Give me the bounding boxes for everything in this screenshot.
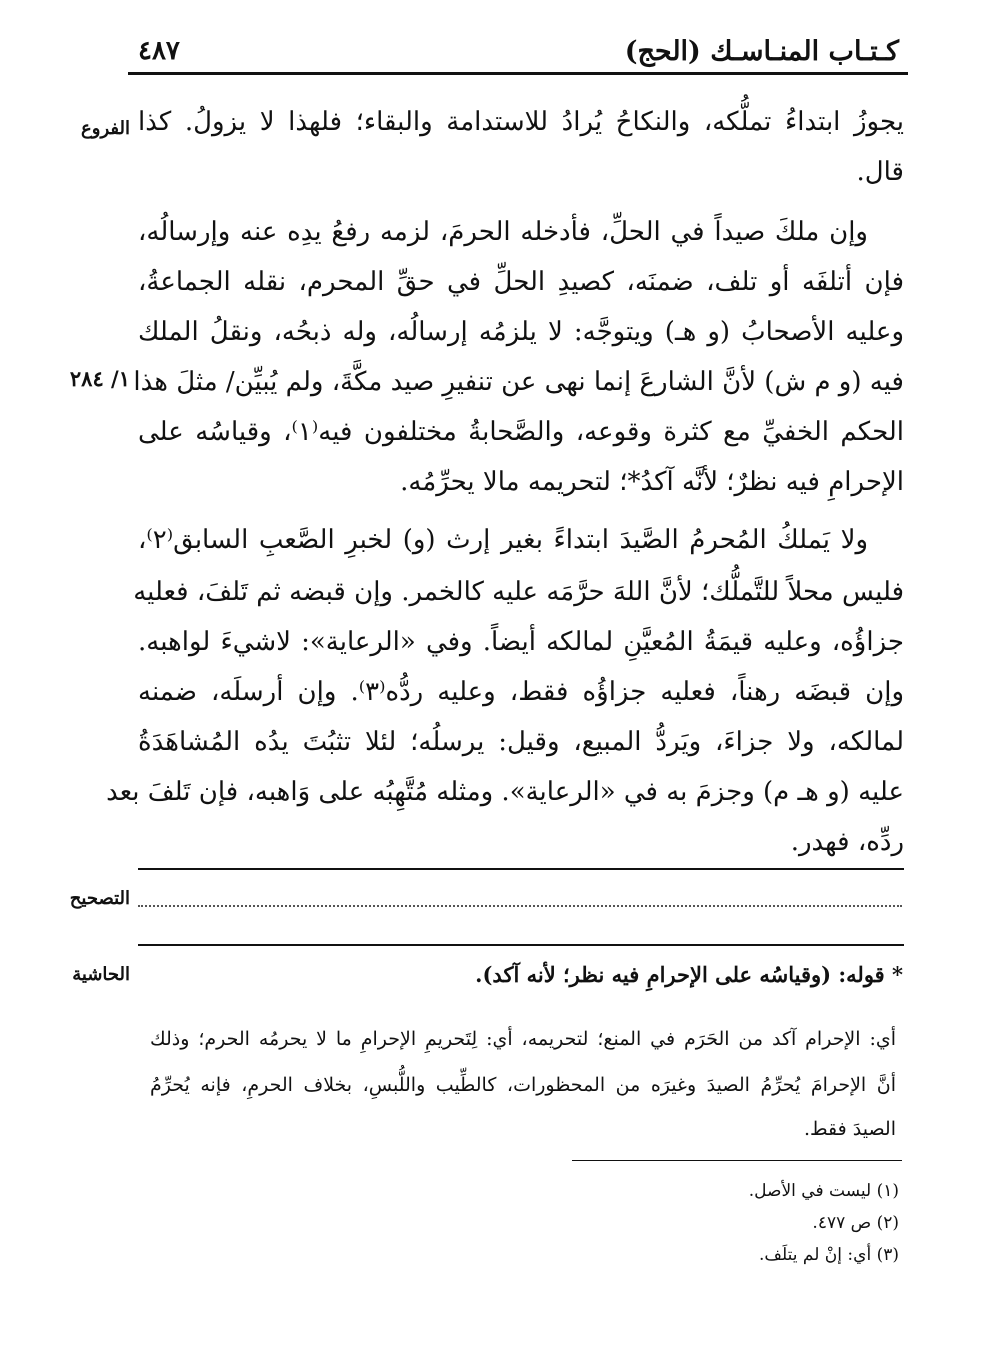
main-text-line: عليه (و هـ م) وجزمَ به في «الرعاية». ومثله مُتَّهِبُه على وَاهبه، فإن تَلفَ بعد xyxy=(106,777,904,807)
main-text-line: فليس محلاً للتَّملُّك؛ لأنَّ اللهَ حرَّمَه عليه كالخمر. وإن قبضه ثم تَلفَ، فعليه xyxy=(133,577,904,607)
running-header-title: كـتـاب المنـاسـك (الحج) xyxy=(624,36,899,67)
main-text-line: فإن أتلفَه أو تلف، ضمنَه، كصيدِ الحلِّ في حقِّ المحرم، نقله الجماعةُ، xyxy=(138,267,904,297)
main-text-line: فيه (و م ش) لأنَّ الشارعَ إنما نهى عن تنفيرِ صيد مكَّةَ، ولم يُبيِّن/ مثلَ هذا xyxy=(133,367,904,397)
main-text-line: يجوزُ ابتداءُ تملُّكه، والنكاحُ يُرادُ للاستدامة والبقاء؛ فلهذا لا يزولُ. كذا xyxy=(138,107,904,137)
hashiya-line: الصيدَ فقط. xyxy=(803,1118,896,1140)
main-text-line: جزاؤُه، وعليه قيمَةُ المُعيَّنِ لمالكه أيضاً. وفي «الرعاية»: لاشيءَ لواهبه. xyxy=(138,627,904,657)
footnote: (٢) ص ٤٧٧. xyxy=(812,1213,899,1233)
hashiya-line: أي: الإحرام آكد من الحَرَم في المنع؛ لتحريمه، أي: لِتَحريمِ الإحرامِ ما لا يحرمُه الحرم؛ وذلك xyxy=(150,1028,896,1050)
main-text-line: ردِّه، فهدر. xyxy=(790,827,904,857)
main-text-line: الإحرامِ فيه نظرٌ؛ لأنَّه آكدُ*؛ لتحريمه مالا يحرِّمُه. xyxy=(400,467,904,497)
footnote-separator xyxy=(572,1160,902,1161)
main-text-line: لمالكه، ولا جزاءَ، ويَردُّ المبيع، وقيل: يرسلُه؛ لئلا تثبُتَ يدُه المُشاهَدَةُ xyxy=(138,727,904,757)
margin-label-tashih: التصحيح xyxy=(69,888,130,909)
main-text-line: وعليه الأصحابُ (و هـ) ويتوجَّه: لا يلزمُه إرسالُه، وله ذبحُه، ونقلُ الملك xyxy=(138,317,904,347)
main-text-line: وإن قبضَه رهناً، فعليه جزاؤُه فقط، وعليه ردُّه⁽٣⁾. وإن أرسلَه، ضمنه xyxy=(138,677,904,707)
margin-volume-reference: ١/ ٢٨٤ xyxy=(69,366,130,391)
margin-label-furu: الفروع xyxy=(81,118,130,139)
correction-area-rule xyxy=(138,944,904,946)
margin-label-hashiya: الحاشية xyxy=(72,964,130,985)
main-text-line: الحكم الخفيِّ مع كثرة وقوعه، والصَّحابةُ مختلفون فيه⁽١⁾، وقياسُه على xyxy=(138,417,904,447)
main-text-line: وإن ملكَ صيداً في الحلِّ، فأدخله الحرمَ، لزمه رفعُ يدِه عنه وإرسالُه، xyxy=(138,217,868,247)
main-text-line: قال. xyxy=(856,157,904,187)
hashiya-line: أنَّ الإحرامَ يُحرِّمُ الصيدَ وغيرَه من المحظورات، كالطِّيب واللُّبسِ، بخلاف الحرمِ، فإنه يُحرِّمُ xyxy=(150,1074,896,1096)
correction-dotted-line xyxy=(138,905,902,907)
header-rule xyxy=(128,72,908,75)
hashiya-heading: * قوله: (وقياسُه على الإحرامِ فيه نظر؛ لأنه آكد). xyxy=(475,962,903,987)
footnote: (٣) أي: إنْ لم يتلَف. xyxy=(759,1245,899,1265)
main-text-end-rule xyxy=(138,868,904,870)
page-number: ٤٨٧ xyxy=(138,36,180,66)
footnote: (١) ليست في الأصل. xyxy=(748,1181,899,1201)
main-text-line: ولا يَملكُ المُحرمُ الصَّيدَ ابتداءً بغير إرث (و) لخبرِ الصَّعبِ السابق⁽٢⁾، xyxy=(138,525,868,555)
